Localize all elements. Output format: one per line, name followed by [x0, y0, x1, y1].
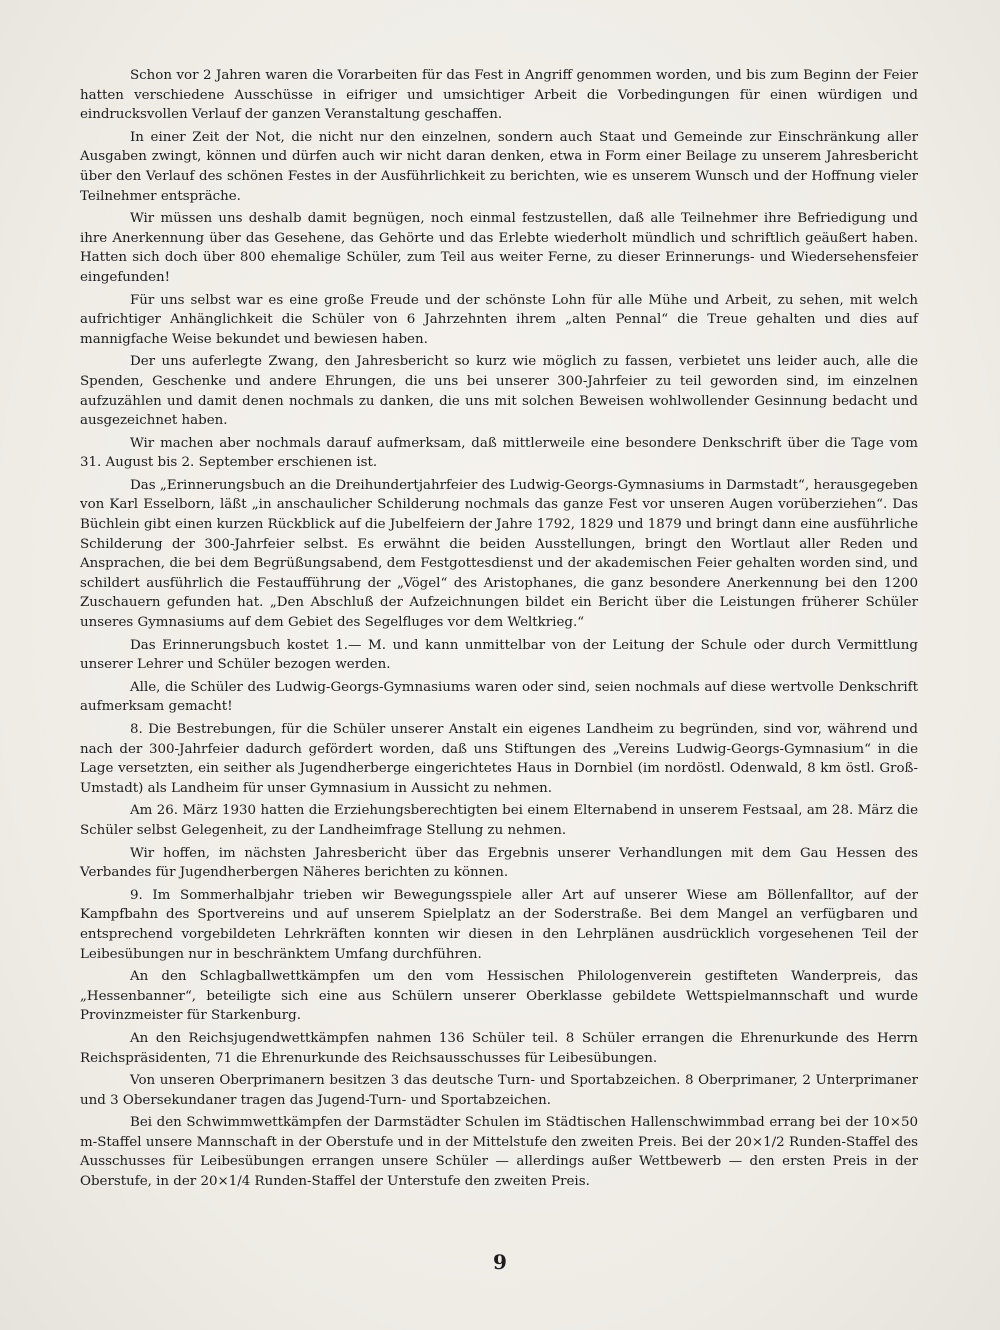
paragraph-parents-evening: Am 26. März 1930 hatten die Erziehungsberechtigten bei einem Elternabend in unserem Festsaal, am 28. März die Schüler selbst Gelegenheit, zu der Landheimfrage Stellung zu nehmen. [80, 803, 918, 838]
paragraph-donations: Der uns auferlegte Zwang, den Jahresbericht so kurz wie möglich zu fassen, verbietet uns leider auch, alle die Spenden, Geschenke und andere Ehrungen, die uns bei unserer 300-Jahrfeier zu teil geworden sind, im einzelnen aufzuzählen und damit denen nochmals zu danken, die uns mit solchen Beweisen wohlwollender Gesinnung bedacht und ausgezeichnet haben. [80, 354, 918, 429]
page-number: 9 [493, 1250, 507, 1274]
paragraph-sports-badges: Von unseren Oberprimanern besitzen 3 das deutsche Turn- und Sportabzeichen. 8 Oberprimaner, 2 Unterprimaner und 3 Obersekundaner tragen das Jugend-Turn- und Sportabzeichen. [80, 1073, 918, 1108]
paragraph-country-home: 8. Die Bestrebungen, für die Schüler unserer Anstalt ein eigenes Landheim zu begründen, sind vor, während und nach der 300-Jahrfeier dadurch gefördert worden, daß uns Stiftungen des „Vereins Ludwig-Georgs-Gymnasium“ in die Lage versetzten, ein seither als Jugendherberge eingerichtetes Haus in Dornbiel (im nordöstl. Odenwald, 8 km östl. Groß-Umstadt) als Landheim für unser Gymnasium in Aussicht zu nehmen. [80, 722, 918, 796]
paragraph-time-of-need: In einer Zeit der Not, die nicht nur den einzelnen, sondern auch Staat und Gemeinde zur Einschränkung aller Ausgaben zwingt, können und dürfen auch wir nicht daran denken, etwa in Form einer Beilage zu unserem Jahresbericht über den Verlauf des schönen Festes in der Ausführlichkeit zu berichten, wie es unserem Wunsch und der Hoffnung vieler Teilnehmer entspräche. [80, 129, 918, 204]
paragraph-sports-games: 9. Im Sommerhalbjahr trieben wir Bewegungsspiele aller Art auf unserer Wiese am Böllenfalltor, auf der Kampfbahn des Sportvereins und auf unserem Spielplatz an der Soderstraße. Bei dem Mangel an verfügbaren und entsprechend vorgebildeten Lehrkräften konnten wir diesen in den Lehrplänen ausdrücklich vorgesehenen Teil der Leibesübungen nur in beschränktem Umfang durchführen. [80, 887, 918, 962]
paragraph-participants-satisfaction: Wir müssen uns deshalb damit begnügen, noch einmal festzustellen, daß alle Teilnehmer ihre Befriedigung und ihre Anerkennung über das Gesehene, das Gehörte und das Erlebte wiederholt mündlich und schriftlich geäußert haben. Hatten sich doch über 800 ehemalige Schüler, zum Teil aus weiter Ferne, zu dieser Erinnerungs- und Wiedersehensfeier eingefunden! [80, 211, 918, 285]
paragraph-joy-and-reward: Für uns selbst war es eine große Freude und der schönste Lohn für alle Mühe und Arbeit, zu sehen, mit welch aufrichtiger Anhänglichkeit die Schüler von 6 Jahrzehnten ihrem „alten Pennal“ die Treue gehalten und dies auf mannigfache Weise bekundet und bewiesen haben. [80, 292, 918, 347]
paragraph-book-recommendation: Alle, die Schüler des Ludwig-Georgs-Gymnasiums waren oder sind, seien nochmals auf diese wertvolle Denkschrift aufmerksam gemacht! [80, 679, 918, 715]
paragraph-swimming: Bei den Schwimmwettkämpfen der Darmstädter Schulen im Städtischen Hallenschwimmbad errang bei der 10×50 m-Staffel unsere Mannschaft in der Oberstufe und in der Mittelstufe den zweiten Preis. Bei der 20×1/2 Runden-Staffel des Ausschusses für Leibesübungen errangen unsere Schüler — allerdings außer Wettbewerb — den ersten Preis in der Oberstufe, in der 20×1/4 Runden-Staffel der Unterstufe den zweiten Preis. [80, 1115, 918, 1190]
paragraph-commemorative-publication: Wir machen aber nochmals darauf aufmerksam, daß mittlerweile eine besondere Denkschrift über die Tage vom 31. August bis 2. September erschienen ist. [80, 435, 918, 471]
paragraph-memory-book: Das „Erinnerungsbuch an die Dreihundertjahrfeier des Ludwig-Georgs-Gymnasiums in Darmstadt“, herausgegeben von Karl Esselborn, läßt „in anschaulicher Schilderung nochmals das ganze Fest vor unseren Augen vorüberziehen“. Das Büchlein gibt einen kurzen Rückblick auf die Jubelfeiern der Jahre 1792, 1829 und 1879 und bringt dann eine ausführliche Schilderung der 300-Jahrfeier selbst. Es erwähnt die beiden Ausstellungen, bringt den Wortlaut aller Reden und Ansprachen, die bei dem Begrüßungsabend, dem Festgottesdienst und der akademischen Feier gehalten worden sind, und schildert ausführlich die Festaufführung der „Vögel“ des Aristophanes, die ganz besondere Anerkennung bei den 1200 Zuschauern gefunden hat. „Den Abschluß der Aufzeichnungen bildet ein Bericht über die Leistungen früherer Schüler unseres Gymnasiums auf dem Gebiet des Segelfluges vor dem Weltkrieg.“ [80, 477, 918, 631]
body-text [80, 66, 918, 1195]
paragraph-preparations: Schon vor 2 Jahren waren die Vorarbeiten für das Fest in Angriff genommen worden, und bis zum Beginn der Feier hatten verschiedene Ausschüsse in eifriger und umsichtiger Arbeit die Vorbedingungen für einen würdigen und eindrucksvollen Verlauf der ganzen Veranstaltung geschaffen. [80, 68, 918, 123]
paragraph-book-price: Das Erinnerungsbuch kostet 1.— M. und kann unmittelbar von der Leitung der Schule oder durch Vermittlung unserer Lehrer und Schüler bezogen werden. [80, 637, 918, 673]
paragraph-ball-competition: An den Schlagballwettkämpfen um den vom Hessischen Philologenverein gestifteten Wanderpreis, das „Hessenbanner“, beteiligte sich eine aus Schülern unserer Oberklasse gebildete Wettspielmannschaft und wurde Provinzmeister für Starkenburg. [80, 969, 918, 1024]
paragraph-youth-hostel: Wir hoffen, im nächsten Jahresbericht über das Ergebnis unserer Verhandlungen mit dem Gau Hessen des Verbandes für Jugendherbergen Näheres berichten zu können. [80, 845, 918, 881]
paragraph-youth-competition: An den Reichsjugendwettkämpfen nahmen 136 Schüler teil. 8 Schüler errangen die Ehrenurkunde des Herrn Reichspräsidenten, 71 die Ehrenurkunde des Reichsausschusses für Leibesübungen. [80, 1030, 918, 1066]
